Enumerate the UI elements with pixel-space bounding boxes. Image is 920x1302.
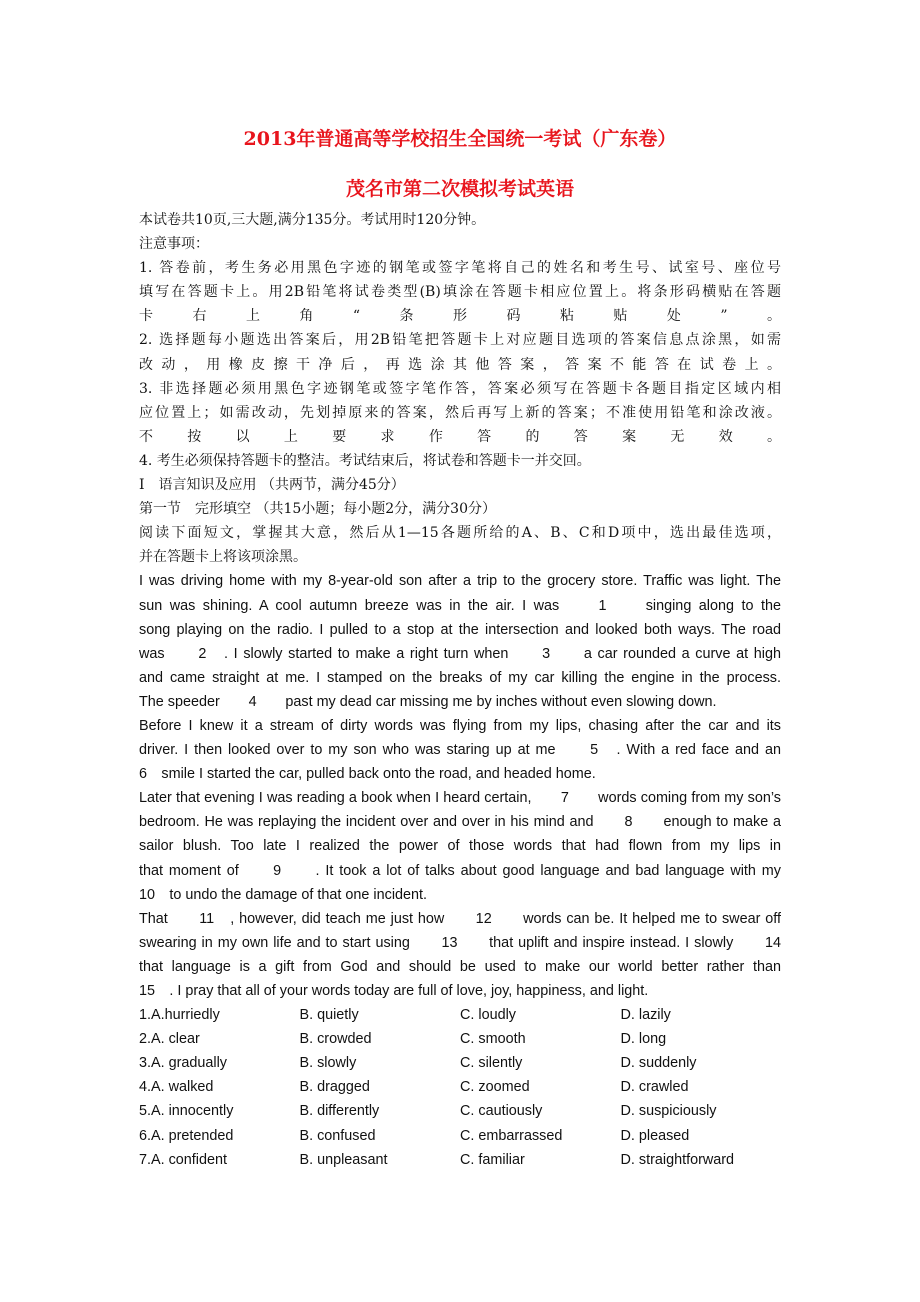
- note-line: 应位置上；如需改动，先划掉原来的答案，然后再写上新的答案；不准使用铅笔和涂改液。: [139, 404, 781, 421]
- passage-line: bedroom. He was replaying the incident over and over in his mind and 8 enough to make a: [139, 814, 781, 831]
- passage-line: The speeder 4 past my dead car missing me by inches without even slowing down.: [139, 693, 717, 710]
- option-row: [139, 1124, 781, 1148]
- option-choice: B. unpleasant: [299, 1151, 388, 1168]
- option-choice: D. pleased: [620, 1127, 690, 1144]
- option-row: [139, 1148, 781, 1172]
- section-heading: Ⅰ 语言知识及应用 （共两节，满分45分）: [139, 477, 405, 494]
- passage-line: and came straight at me. I stamped on the breaks of my car killing the engine in the process.: [139, 669, 781, 686]
- note-line: 1. 答卷前，考生务必用黑色字迹的钢笔或签字笔将自己的姓名和考生号、试室号、座位号: [139, 260, 781, 277]
- option-choice: 1.A.hurriedly: [139, 1007, 220, 1024]
- option-choice: D. lazily: [620, 1007, 671, 1024]
- option-row: [139, 1099, 781, 1123]
- passage-line: song playing on the radio. I pulled to a stop at the intersection and looked both ways. The road: [139, 621, 781, 638]
- option-choice: B. quietly: [299, 1007, 359, 1024]
- exam-info: 本试卷共10页,三大题,满分135分。考试用时120分钟。: [139, 212, 486, 228]
- instruction-line: 并在答题卡上将该项涂黑。: [139, 549, 307, 566]
- passage-line: was 2 . I slowly started to make a right turn when 3 a car rounded a curve at high: [139, 645, 781, 662]
- passage-line: Later that evening I was reading a book when I heard certain, 7 words coming from my son’s: [139, 790, 781, 807]
- option-row: [139, 1075, 781, 1099]
- option-choice: B. dragged: [299, 1079, 370, 1096]
- note-line: 4. 考生必须保持答题卡的整洁。考试结束后，将试卷和答题卡一并交回。: [139, 452, 591, 469]
- option-choice: D. suspiciously: [620, 1103, 717, 1120]
- option-row: [139, 1051, 781, 1075]
- note-line: 改动，用橡皮擦干净后，再选涂其他答案，答案不能答在试卷上。: [139, 356, 781, 373]
- option-choice: B. differently: [299, 1103, 380, 1120]
- option-row: [139, 1003, 781, 1027]
- passage-line: 15 . I pray that all of your words today are full of love, joy, happiness, and light.: [139, 983, 649, 999]
- note-line: 不 按 以 上 要 求 作 答 的 答 案 无 效 。: [139, 428, 781, 445]
- exam-title: 2013年普通高等学校招生全国统一考试（广东卷）: [243, 128, 677, 150]
- passage-line: Before I knew it a stream of dirty words was flying from my lips, chasing after the car and its: [139, 717, 781, 734]
- passage-line: sun was shining. A cool autumn breeze was in the air. I was 1 singing along to the: [139, 597, 781, 614]
- passage-line: That 11 , however, did teach me just how 12 words can be. It helped me to swear off: [139, 910, 781, 927]
- option-choice: B. confused: [299, 1127, 376, 1144]
- notes-heading: 注意事项：: [139, 236, 209, 253]
- instruction-line: 阅读下面短文，掌握其大意，然后从1—15各题所给的A、B、C和D项中，选出最佳选项，: [139, 525, 781, 542]
- cloze-passage: [139, 569, 781, 1003]
- option-choice: 7.A. confident: [139, 1151, 228, 1168]
- passage-line: 10 to undo the damage of that one incident.: [139, 886, 428, 903]
- option-choice: 5.A. innocently: [139, 1103, 234, 1120]
- exam-subtitle: 茂名市第二次模拟考试英语: [345, 178, 574, 200]
- passage-line: I was driving home with my 8-year-old son after a trip to the grocery store. Traffic was light. The: [139, 573, 781, 590]
- option-choice: B. crowded: [299, 1031, 372, 1048]
- option-choice: 4.A. walked: [139, 1079, 214, 1096]
- option-choice: D. crawled: [620, 1079, 689, 1096]
- option-choice: C. loudly: [460, 1007, 516, 1024]
- passage-line: sailor blush. Too late I realized the power of those words that had flown from my lips in: [139, 838, 781, 855]
- passage-line: swearing in my own life and to start using 13 that uplift and inspire instead. I slowly 14: [139, 934, 781, 951]
- note-line: 填写在答题卡上。用2B铅笔将试卷类型(B)填涂在答题卡相应位置上。将条形码横贴在答题: [139, 284, 781, 301]
- passage-line: that moment of 9 . It took a lot of talks about good language and bad language with my: [139, 862, 781, 879]
- option-choice: C. cautiously: [460, 1103, 543, 1120]
- passage-line: 6 smile I started the car, pulled back onto the road, and headed home.: [139, 766, 596, 783]
- option-choice: C. embarrassed: [460, 1127, 563, 1144]
- option-choice: 3.A. gradually: [139, 1055, 227, 1072]
- document-body: [139, 208, 781, 1172]
- note-line: 卡 右 上 角 “ 条 形 码 粘 贴 处 ” 。: [139, 308, 781, 325]
- option-choice: D. long: [620, 1031, 667, 1048]
- part-heading: 第一节 完形填空 （共15小题；每小题2分，满分30分）: [139, 501, 496, 518]
- passage-line: driver. I then looked over to my son who was staring up at me 5 . With a red face and an: [139, 742, 781, 759]
- option-choice: D. straightforward: [620, 1151, 735, 1168]
- option-row: [139, 1027, 781, 1051]
- option-choice: C. silently: [460, 1055, 523, 1072]
- option-choice: C. zoomed: [460, 1079, 530, 1096]
- note-line: 2. 选择题每小题选出答案后，用2B铅笔把答题卡上对应题目选项的答案信息点涂黑，如需: [139, 332, 781, 349]
- passage-line: that language is a gift from God and should be used to make our world better rather than: [139, 958, 781, 975]
- option-choice: B. slowly: [299, 1055, 357, 1072]
- note-line: 3. 非选择题必须用黑色字迹钢笔或签字笔作答，答案必须写在答题卡各题目指定区域内相: [139, 380, 781, 397]
- option-choice: C. smooth: [460, 1031, 526, 1048]
- option-choice: 2.A. clear: [139, 1031, 200, 1048]
- option-choice: D. suddenly: [620, 1055, 697, 1072]
- option-choice: 6.A. pretended: [139, 1127, 234, 1144]
- answer-options: [139, 1003, 781, 1172]
- option-choice: C. familiar: [460, 1151, 525, 1168]
